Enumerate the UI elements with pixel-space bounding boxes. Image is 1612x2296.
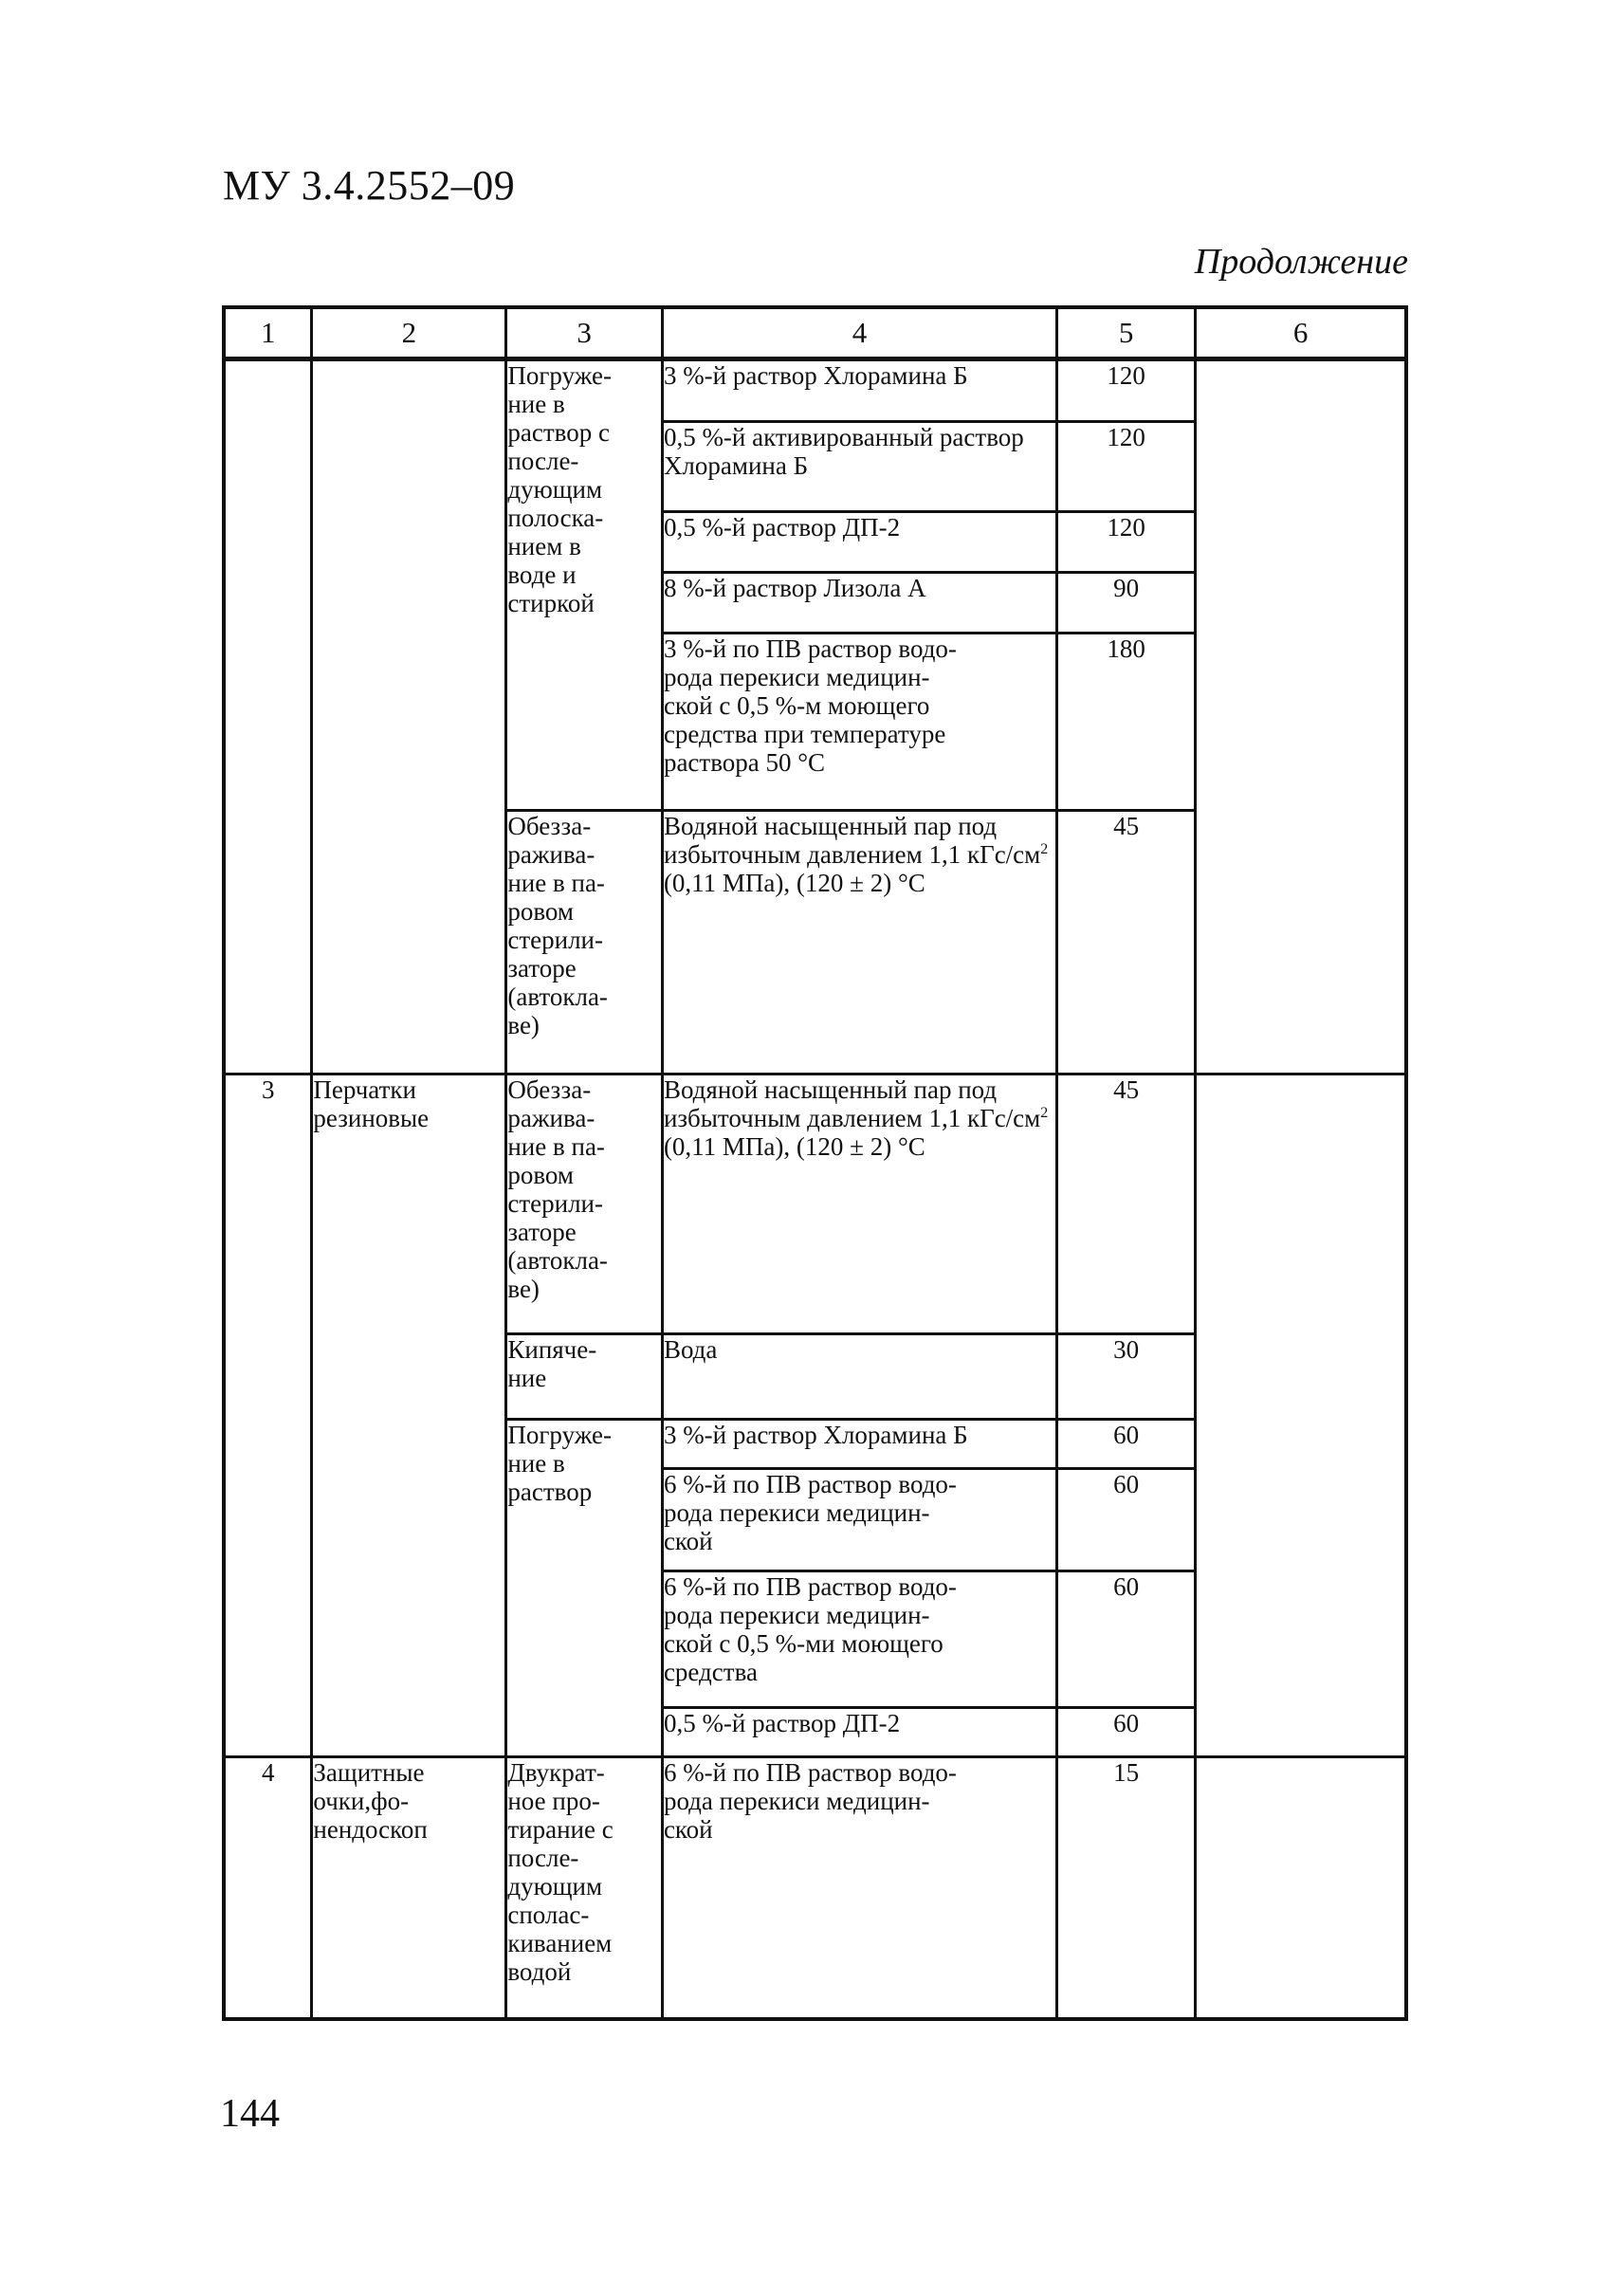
continuation-label: Продолжение (1194, 242, 1408, 282)
cell-agent: 3 %-й раствор Хлорамина Б (662, 1420, 1056, 1469)
cell-time: 45 (1056, 811, 1195, 1075)
cell-agent: 6 %-й по ПВ раствор водо- рода перекиси медицин- ской с 0,5 %-ми моющего средства (662, 1571, 1056, 1708)
cell-method: Кипяче- ние (506, 1334, 663, 1420)
cell-agent: Вода (662, 1334, 1056, 1420)
cell-agent (662, 811, 1056, 1075)
cell-method: Обезза- ражива- ние в па- ровом стерили- заторе (автокла- ве) (506, 811, 663, 1075)
cell-agent: 3 %-й раствор Хлорамина Б (662, 359, 1056, 422)
cell-time: 120 (1056, 422, 1195, 512)
agent-text: Водяной насыщенный пар под избыточным давлением 1,1 кГс/см (663, 1075, 1041, 1132)
cell-method: Обезза- ражива- ние в па- ровом стерили- заторе (автокла- ве) (506, 1075, 663, 1334)
cell-number: 3 (224, 1075, 312, 1757)
superscript: 2 (1040, 841, 1049, 857)
cell-time: 90 (1056, 573, 1195, 634)
column-header: 3 (506, 307, 663, 359)
agent-text: Водяной насыщенный пар под избыточным давлением 1,1 кГс/см (663, 812, 1041, 869)
cell-time: 120 (1056, 512, 1195, 573)
cell-agent: 6 %-й по ПВ раствор водо- рода перекиси медицин- ской (662, 1757, 1056, 2019)
cell-item: Защитные очки,фо- нендоскоп (312, 1757, 506, 2019)
table-row (224, 1075, 1406, 1334)
cell-time: 15 (1056, 1757, 1195, 2019)
cell-method: Погруже- ние в раствор (506, 1420, 663, 1757)
cell-time: 45 (1056, 1075, 1195, 1334)
column-header: 6 (1196, 307, 1406, 359)
cell-item: Перчатки резиновые (312, 1075, 506, 1757)
cell-agent: 3 %-й по ПВ раствор водо- рода перекиси медицин- ской с 0,5 %-м моющего средства при температуре раствора 50 °С (662, 634, 1056, 811)
cell-time: 60 (1056, 1708, 1195, 1757)
cell-time: 60 (1056, 1420, 1195, 1469)
page-number: 144 (220, 2092, 280, 2136)
column-header: 5 (1056, 307, 1195, 359)
header-row (224, 307, 1406, 359)
cell-method: Двукрат- ное про- тирание с после- дующим сполас- киванием водой (506, 1757, 663, 2019)
column-header: 4 (662, 307, 1056, 359)
agent-text: (0,11 МПа), (120 ± 2) °С (663, 869, 925, 897)
column-header: 2 (312, 307, 506, 359)
table-row (224, 359, 1406, 422)
cell-agent: 6 %-й по ПВ раствор водо- рода перекиси медицин- ской (662, 1469, 1056, 1571)
agent-text: (0,11 МПа), (120 ± 2) °С (663, 1132, 925, 1161)
cell-note (1196, 1075, 1406, 1757)
cell-agent: 0,5 %-й активированный раствор Хлорамина Б (662, 422, 1056, 512)
cell-item (312, 359, 506, 1075)
cell-time: 60 (1056, 1571, 1195, 1708)
cell-note (1196, 359, 1406, 1075)
cell-agent: 0,5 %-й раствор ДП-2 (662, 1708, 1056, 1757)
cell-number: 4 (224, 1757, 312, 2019)
cell-number (224, 359, 312, 1075)
cell-note (1196, 1757, 1406, 2019)
cell-time: 30 (1056, 1334, 1195, 1420)
cell-agent (662, 1075, 1056, 1334)
cell-agent: 8 %-й раствор Лизола А (662, 573, 1056, 634)
cell-time: 120 (1056, 359, 1195, 422)
superscript: 2 (1040, 1105, 1049, 1121)
column-header: 1 (224, 307, 312, 359)
cell-agent: 0,5 %-й раствор ДП-2 (662, 512, 1056, 573)
table-row (224, 1757, 1406, 2019)
cell-time: 60 (1056, 1469, 1195, 1571)
cell-time: 180 (1056, 634, 1195, 811)
document-code: МУ 3.4.2552–09 (223, 162, 516, 209)
cell-method: Погруже- ние в раствор с после- дующим полоска- нием в воде и стиркой (506, 359, 663, 811)
data-table (222, 305, 1408, 2021)
